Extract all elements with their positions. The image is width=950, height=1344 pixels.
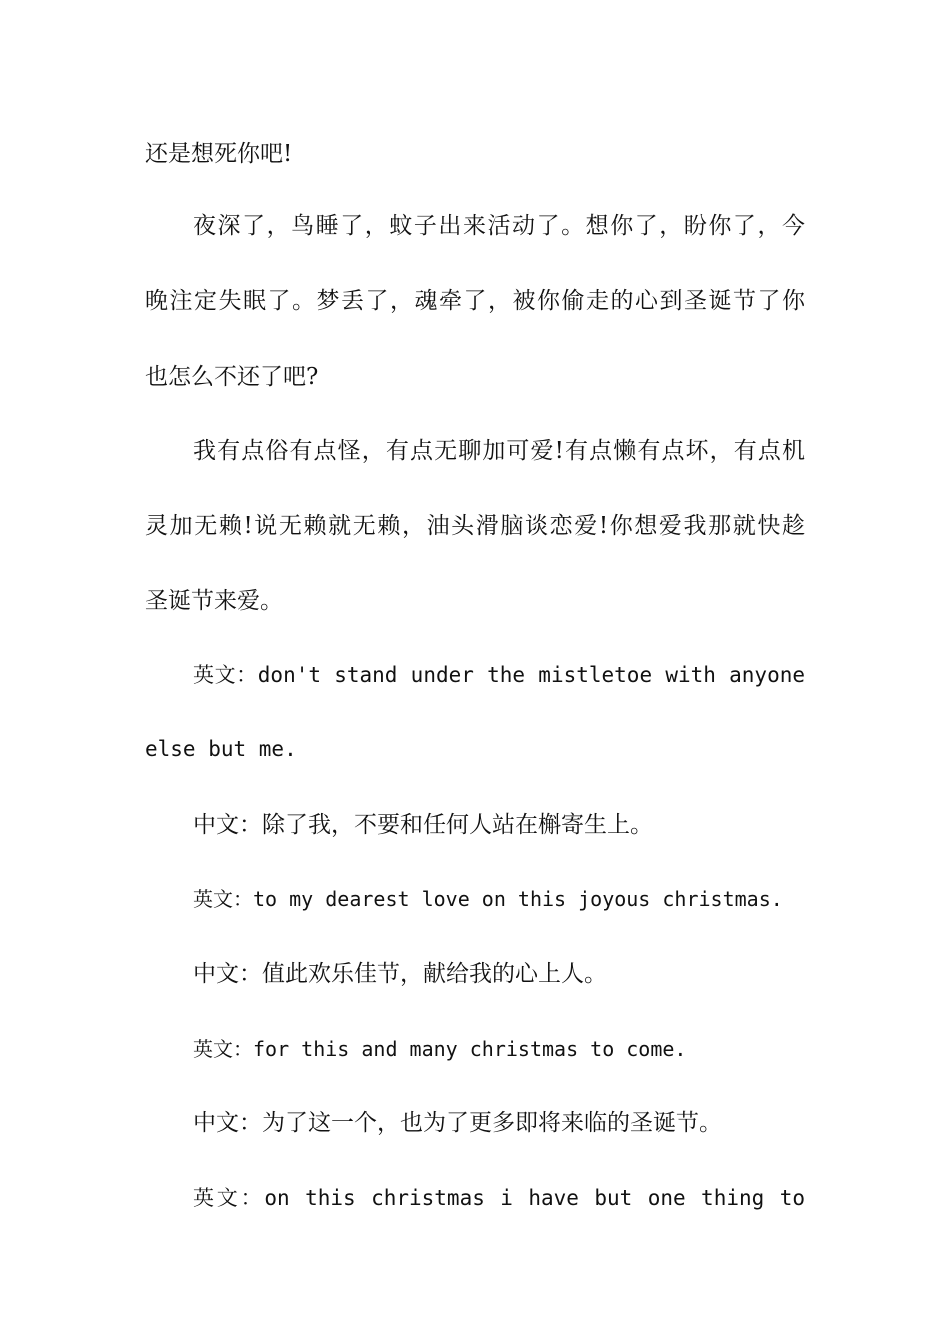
text-line: 英文：for this and many christmas to come.: [193, 1037, 687, 1061]
text-line: 中文：除了我，不要和任何人站在槲寄生上。: [193, 812, 653, 838]
text-line: 还是想死你吧!: [145, 141, 293, 167]
text-line: 我有点俗有点怪，有点无聊加可爱!有点懒有点坏，有点机: [193, 438, 805, 464]
text-line: 灵加无赖!说无赖就无赖，油头滑脑谈恋爱!你想爱我那就快趁: [145, 513, 805, 539]
text-line: else but me.: [145, 737, 297, 761]
text-line: 也怎么不还了吧?: [145, 364, 319, 390]
text-line: 中文：值此欢乐佳节，献给我的心上人。: [193, 961, 607, 987]
text-line: 晚注定失眠了。梦丢了，魂牵了，被你偷走的心到圣诞节了你: [145, 288, 805, 314]
text-line: 英文：to my dearest love on this joyous christmas.: [193, 887, 783, 911]
text-line: 夜深了，鸟睡了，蚊子出来活动了。想你了，盼你了，今: [193, 213, 805, 239]
text-line: 中文：为了这一个，也为了更多即将来临的圣诞节。: [193, 1110, 722, 1136]
text-line: 圣诞节来爱。: [145, 588, 283, 614]
text-line: 英文：on this christmas i have but one thing to: [193, 1186, 805, 1210]
text-line: 英文：don't stand under the mistletoe with anyone: [193, 663, 805, 687]
